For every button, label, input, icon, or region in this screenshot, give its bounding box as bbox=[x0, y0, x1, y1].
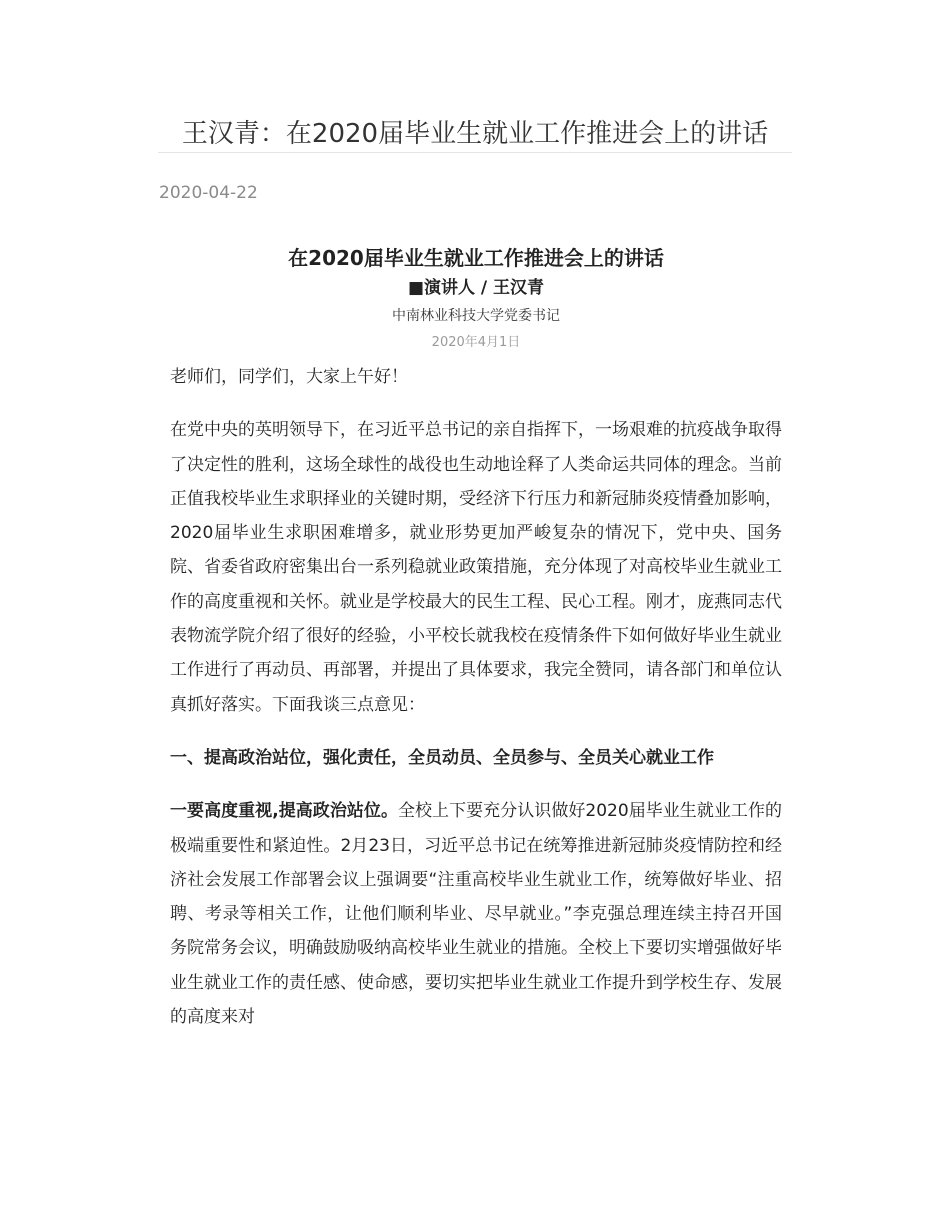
page-title: 王汉青：在2020届毕业生就业工作推进会上的讲话 bbox=[181, 119, 769, 149]
article-heading: 在2020届毕业生就业工作推进会上的讲话 bbox=[288, 246, 664, 270]
speech-date: 2020年4月1日 bbox=[431, 335, 521, 350]
title-divider bbox=[158, 152, 792, 153]
section-1-paragraph bbox=[170, 794, 782, 1034]
section-heading-1: 一、提高政治站位，强化责任，全员动员、全员参与、全员关心就业工作 bbox=[170, 747, 714, 768]
intro-paragraph: 在党中央的英明领导下，在习近平总书记的亲自指挥下，一场艰难的抗疫战争取得了决定性的胜利，这场全球性的战役也生动地诠释了人类命运共同体的理念。当前正值我校毕业生求职择业的关键时期，受经济下行压力和新冠肺炎疫情叠加影响，2020届毕业生求职困难增多，就业形势更加严峻复杂的情况下，党中央、国务院、省委省政府密集出台一系列稳就业政策措施，充分体现了对高校毕业生就业工作的高度重视和关怀。就业是学校最大的民生工程、民心工程。刚才，庞燕同志代表物流学院介绍了很好的经验，小平校长就我校在疫情条件下如何做好毕业生就业工作进行了再动员、再部署，并提出了具体要求，我完全赞同，请各部门和单位认真抓好落实。下面我谈三点意见： bbox=[170, 420, 782, 715]
greeting-paragraph: 老师们，同学们，大家上午好！ bbox=[170, 367, 408, 387]
article-speaker: ■演讲人 / 王汉青 bbox=[407, 278, 545, 298]
paragraph-text: 全校上下要充分认识做好2020届毕业生就业工作的极端重要性和紧迫性。2月23日，习近平总书记在统筹推进新冠肺炎疫情防控和经济社会发展工作部署会议上强调要“注重高校毕业生就业工作，统筹做好毕业、招聘、考录等相关工作，让他们顺利毕业、尽早就业。”李克强总理连续主持召开国务院常务会议，明确鼓励吸纳高校毕业生就业的措施。全校上下要切实增强做好毕业生就业工作的责任感、使命感，要切实把毕业生就业工作提升到学校生存、发展的高度来对 bbox=[170, 801, 782, 1028]
article-body bbox=[170, 236, 782, 1034]
paragraph-lead: 一要高度重视,提高政治站位。 bbox=[170, 801, 398, 822]
publish-date: 2020-04-22 bbox=[159, 183, 258, 203]
speaker-affiliation: 中南林业科技大学党委书记 bbox=[392, 308, 560, 324]
